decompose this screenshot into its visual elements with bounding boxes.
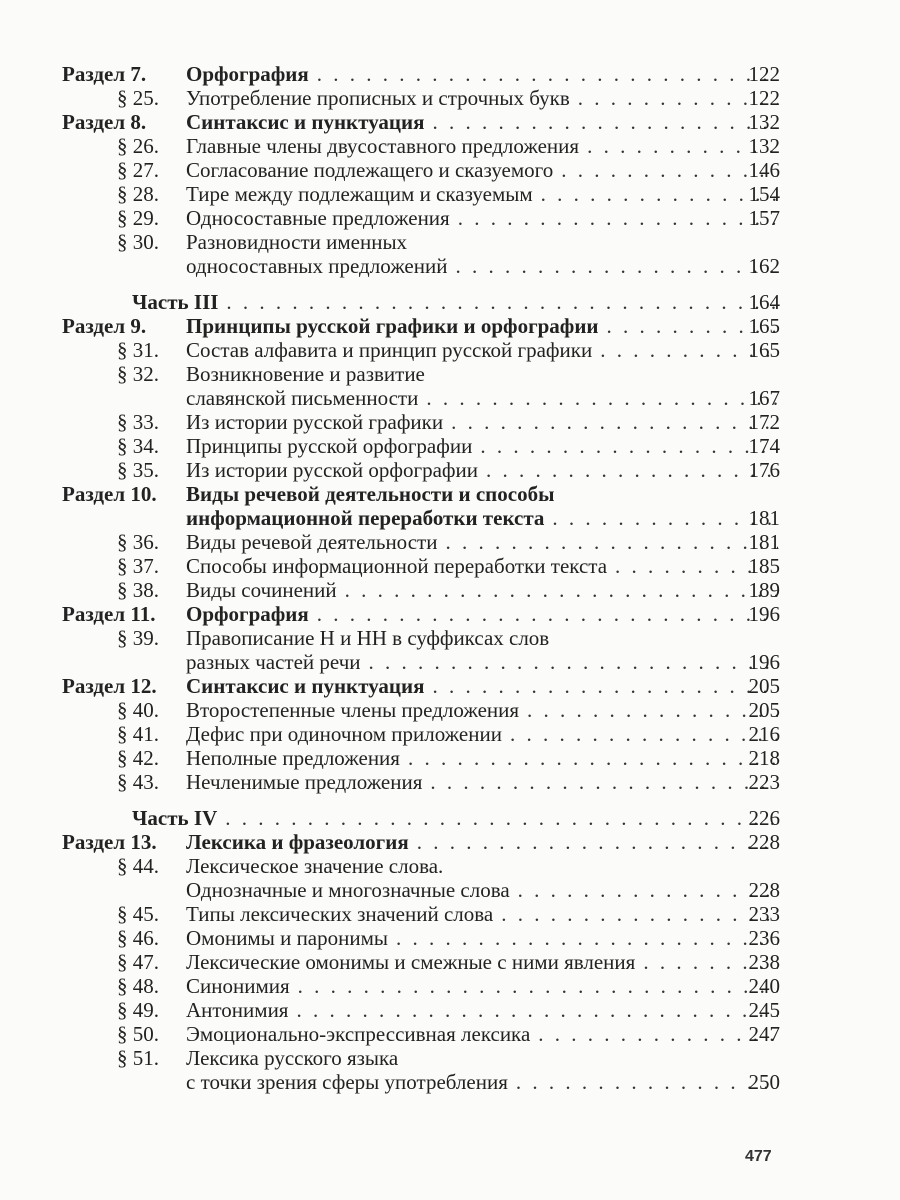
toc-entry-number: § 45.: [117, 902, 159, 926]
toc-section-entry: [0, 506, 900, 530]
toc-entry-title: Из истории русской графики: [186, 410, 444, 434]
toc-paragraph-entry: [0, 182, 900, 206]
toc-paragraph-entry: [0, 386, 900, 410]
dot-leader: [226, 290, 778, 314]
toc-entry-title: Часть IV: [132, 806, 218, 830]
toc-section-entry: [0, 602, 900, 626]
toc-paragraph-entry: [0, 434, 900, 458]
toc-entry-number: § 27.: [117, 158, 159, 182]
toc-page-number: 174: [748, 434, 780, 458]
dot-leader: [317, 62, 778, 86]
toc-entry-number: § 36.: [117, 530, 159, 554]
toc-entry-title: Из истории русской орфографии: [186, 458, 479, 482]
toc-entry-number: § 32.: [117, 362, 159, 386]
toc-page-number: 167: [748, 386, 780, 410]
toc-paragraph-entry: [0, 410, 900, 434]
toc-entry-number: Раздел 10.: [62, 482, 157, 506]
toc-entry-title: информационной переработки текста: [186, 506, 545, 530]
toc-page-number: 223: [748, 770, 780, 794]
toc-entry-title: Разновидности именных: [186, 230, 408, 254]
toc-entry-number: § 37.: [117, 554, 159, 578]
toc-page-number: 228: [748, 830, 780, 854]
toc-entry-number: § 43.: [117, 770, 159, 794]
toc-entry-number: § 49.: [117, 998, 159, 1022]
toc-entry-number: § 34.: [117, 434, 159, 458]
toc-entry-title: Согласование подлежащего и сказуемого: [186, 158, 554, 182]
toc-entry-title: Антонимия: [186, 998, 289, 1022]
toc-part-heading: [0, 806, 900, 830]
toc-entry-title: Лексическое значение слова.: [186, 854, 444, 878]
toc-page-number: 176: [748, 458, 780, 482]
toc-page-number: 185: [748, 554, 780, 578]
toc-entry-title: Состав алфавита и принцип русской графики: [186, 338, 593, 362]
toc-entry-title: Второстепенные члены предложения: [186, 698, 520, 722]
toc-part-heading: [0, 290, 900, 314]
toc-section-entry: [0, 674, 900, 698]
toc-page-number: 165: [748, 314, 780, 338]
dot-leader: [317, 602, 778, 626]
toc-section-entry: [0, 314, 900, 338]
toc-paragraph-entry: [0, 950, 900, 974]
toc-entry-title: Лексика русского языка: [186, 1046, 399, 1070]
toc-entry-title: Дефис при одиночном приложении: [186, 722, 502, 746]
toc-entry-title: Неполные предложения: [186, 746, 400, 770]
toc-paragraph-entry: [0, 530, 900, 554]
toc-paragraph-entry: [0, 770, 900, 794]
toc-entry-title: Лексические омонимы и смежные с ними явления: [186, 950, 636, 974]
toc-page-number: 236: [748, 926, 780, 950]
toc-page-number: 205: [748, 698, 780, 722]
dot-leader: [369, 650, 778, 674]
toc-entry-title: Принципы русской графики и орфографии: [186, 314, 599, 338]
toc-section-entry: [0, 830, 900, 854]
toc-entry-number: Раздел 12.: [62, 674, 157, 698]
toc-section-entry: [0, 110, 900, 134]
toc-entry-number: § 26.: [117, 134, 159, 158]
toc-entry-title: Типы лексических значений слова: [186, 902, 494, 926]
toc-entry-number: Раздел 13.: [62, 830, 157, 854]
toc-page-number: 205: [748, 674, 780, 698]
toc-entry-number: § 30.: [117, 230, 159, 254]
toc-entry-title: с точки зрения сферы употребления: [186, 1070, 508, 1094]
toc-entry-title: Способы информационной переработки текста: [186, 554, 608, 578]
toc-entry-title: Виды сочинений: [186, 578, 337, 602]
toc-entry-title: славянской письменности: [186, 386, 419, 410]
toc-paragraph-entry: [0, 626, 900, 650]
toc-entry-number: § 46.: [117, 926, 159, 950]
toc-entry-title: Однозначные и многозначные слова: [186, 878, 510, 902]
toc-paragraph-entry: [0, 722, 900, 746]
toc-page-number: 196: [748, 602, 780, 626]
toc-page-number: 172: [748, 410, 780, 434]
toc-page-number: 226: [748, 806, 780, 830]
dot-leader: [225, 806, 778, 830]
toc-page-number: 157: [748, 206, 780, 230]
toc-page-number: 122: [748, 62, 780, 86]
toc-page-number: 216: [748, 722, 780, 746]
toc-entry-title: Омонимы и паронимы: [186, 926, 389, 950]
toc-paragraph-entry: [0, 158, 900, 182]
toc-entry-number: § 50.: [117, 1022, 159, 1046]
toc-paragraph-entry: [0, 134, 900, 158]
toc-page-number: 164: [748, 290, 780, 314]
toc-entry-number: § 40.: [117, 698, 159, 722]
toc-paragraph-entry: [0, 554, 900, 578]
toc-entry-number: Раздел 11.: [62, 602, 156, 626]
toc-entry-title: односоставных предложений: [186, 254, 448, 278]
toc-paragraph-entry: [0, 1022, 900, 1046]
toc-page-number: 181: [748, 506, 780, 530]
dot-leader: [345, 578, 778, 602]
toc-entry-number: § 35.: [117, 458, 159, 482]
toc-page-number: 154: [748, 182, 780, 206]
toc-paragraph-entry: [0, 998, 900, 1022]
table-of-contents: [0, 62, 900, 1094]
toc-entry-number: § 48.: [117, 974, 159, 998]
toc-entry-number: § 51.: [117, 1046, 159, 1070]
toc-page-number: 233: [748, 902, 780, 926]
toc-page-number: 245: [748, 998, 780, 1022]
toc-entry-title: разных частей речи: [186, 650, 361, 674]
toc-page-number: 240: [748, 974, 780, 998]
toc-entry-title: Возникновение и развитие: [186, 362, 425, 386]
toc-entry-title: Орфография: [186, 62, 309, 86]
toc-paragraph-entry: [0, 698, 900, 722]
toc-entry-title: Виды речевой деятельности и способы: [186, 482, 555, 506]
toc-entry-title: Виды речевой деятельности: [186, 530, 438, 554]
toc-entry-number: § 31.: [117, 338, 159, 362]
toc-page-number: 218: [748, 746, 780, 770]
toc-paragraph-entry: [0, 230, 900, 254]
toc-page-number: 238: [748, 950, 780, 974]
toc-paragraph-entry: [0, 974, 900, 998]
toc-paragraph-entry: [0, 206, 900, 230]
toc-entry-number: § 29.: [117, 206, 159, 230]
toc-paragraph-entry: [0, 650, 900, 674]
toc-entry-number: § 38.: [117, 578, 159, 602]
toc-entry-title: Орфография: [186, 602, 309, 626]
toc-entry-number: § 25.: [117, 86, 159, 110]
toc-entry-number: Раздел 8.: [62, 110, 147, 134]
toc-paragraph-entry: [0, 926, 900, 950]
toc-paragraph-entry: [0, 578, 900, 602]
toc-entry-title: Синонимия: [186, 974, 290, 998]
toc-entry-number: § 44.: [117, 854, 159, 878]
toc-entry-number: § 28.: [117, 182, 159, 206]
toc-paragraph-entry: [0, 902, 900, 926]
page-number: 477: [745, 1148, 772, 1165]
toc-page-number: 162: [748, 254, 780, 278]
toc-paragraph-entry: [0, 1046, 900, 1070]
toc-entry-title: Эмоционально-экспрессивная лексика: [186, 1022, 531, 1046]
toc-section-entry: [0, 62, 900, 86]
toc-page-number: 122: [748, 86, 780, 110]
toc-page-number: 189: [748, 578, 780, 602]
toc-entry-number: Раздел 7.: [62, 62, 147, 86]
toc-entry-number: Раздел 9.: [62, 314, 147, 338]
toc-page-number: 196: [748, 650, 780, 674]
toc-paragraph-entry: [0, 854, 900, 878]
toc-entry-title: Принципы русской орфографии: [186, 434, 473, 458]
toc-entry-number: § 47.: [117, 950, 159, 974]
toc-section-entry: [0, 482, 900, 506]
toc-entry-title: Правописание Н и НН в суффиксах слов: [186, 626, 550, 650]
toc-entry-number: § 41.: [117, 722, 159, 746]
toc-paragraph-entry: [0, 746, 900, 770]
toc-page-number: 247: [748, 1022, 780, 1046]
toc-page-number: 228: [748, 878, 780, 902]
toc-page-number: 165: [748, 338, 780, 362]
toc-paragraph-entry: [0, 254, 900, 278]
toc-entry-number: § 42.: [117, 746, 159, 770]
toc-entry-number: § 33.: [117, 410, 159, 434]
toc-entry-title: Односоставные предложения: [186, 206, 450, 230]
dot-leader: [298, 974, 778, 998]
toc-paragraph-entry: [0, 458, 900, 482]
toc-page-number: 250: [748, 1070, 780, 1094]
toc-page-number: 132: [748, 110, 780, 134]
toc-entry-title: Главные члены двусоставного предложения: [186, 134, 580, 158]
toc-entry-number: § 39.: [117, 626, 159, 650]
toc-entry-title: Часть III: [132, 290, 219, 314]
toc-paragraph-entry: [0, 86, 900, 110]
toc-paragraph-entry: [0, 1070, 900, 1094]
toc-entry-title: Лексика и фразеология: [186, 830, 409, 854]
toc-paragraph-entry: [0, 878, 900, 902]
toc-entry-title: Синтаксис и пунктуация: [186, 674, 425, 698]
toc-paragraph-entry: [0, 362, 900, 386]
toc-paragraph-entry: [0, 338, 900, 362]
toc-page-number: 181: [748, 530, 780, 554]
toc-entry-title: Нечленимые предложения: [186, 770, 423, 794]
toc-entry-title: Синтаксис и пунктуация: [186, 110, 425, 134]
dot-leader: [296, 998, 778, 1022]
toc-entry-title: Тире между подлежащим и сказуемым: [186, 182, 533, 206]
toc-page-number: 146: [748, 158, 780, 182]
toc-entry-title: Употребление прописных и строчных букв: [186, 86, 570, 110]
toc-page-number: 132: [748, 134, 780, 158]
